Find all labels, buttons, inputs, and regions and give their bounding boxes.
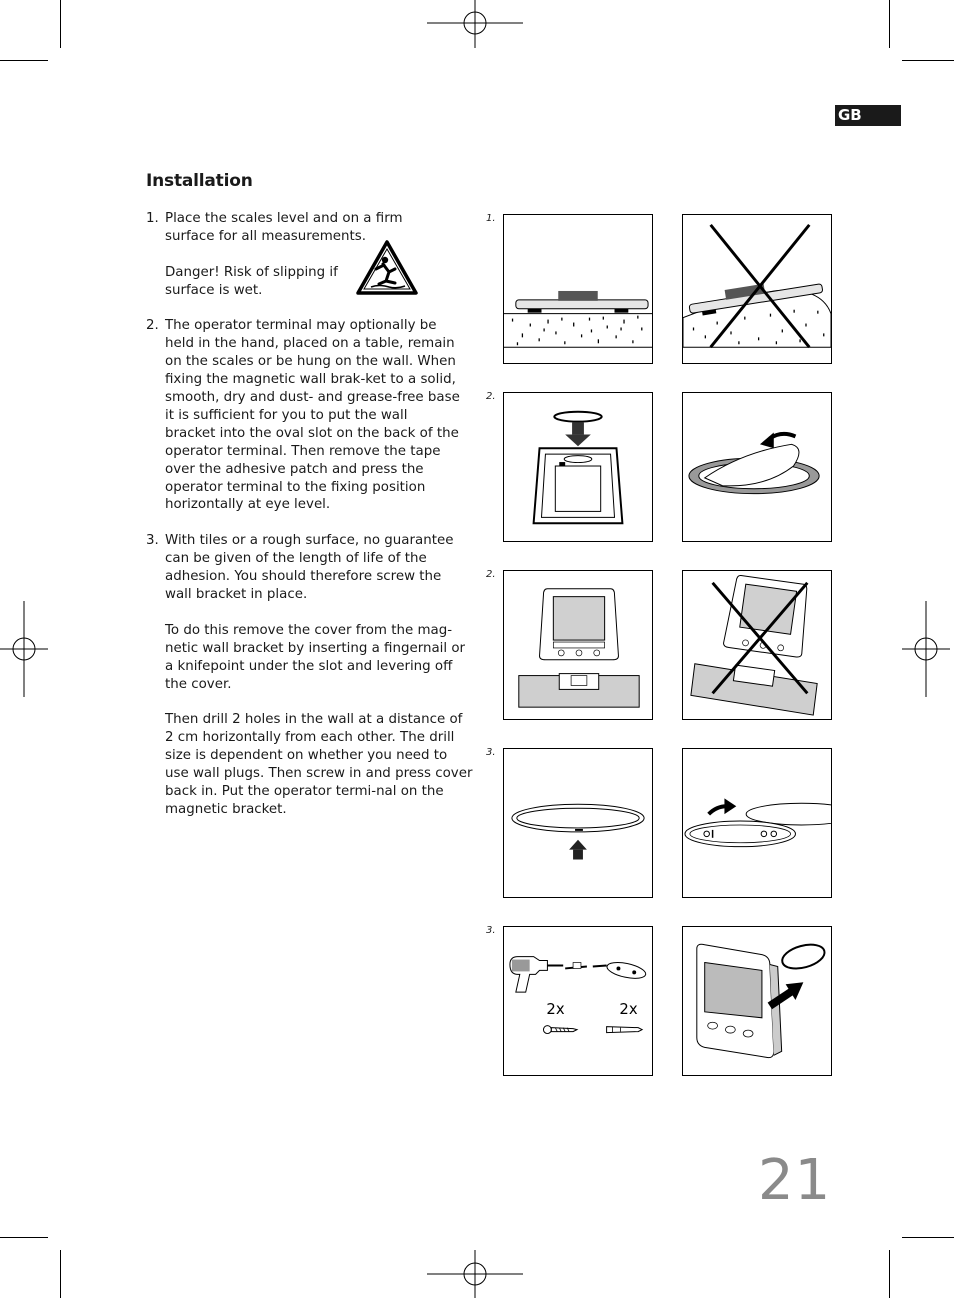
figure-label: 3. [486, 747, 496, 758]
figure-label: 2. [486, 391, 496, 402]
crop-mark [902, 1237, 954, 1238]
crop-mark [60, 0, 61, 48]
figure-remove-adhesive-tape [682, 392, 832, 542]
page-number: 21 [758, 1148, 832, 1213]
figure-press-cover-onto-bracket [503, 748, 653, 898]
instruction-paragraph: With tiles or a rough surface, no guarantee can be given of the length of life of the adhesion. You should therefore screw the wall bracket in place. [165, 533, 454, 602]
figure-scale-on-soft-surface-wrong [682, 214, 832, 364]
warning-block [165, 264, 476, 300]
figure-terminal-on-wall-bracket [503, 570, 653, 720]
figure-bracket-into-terminal-slot [503, 392, 653, 542]
registration-mark-icon [0, 601, 48, 697]
crop-mark [902, 60, 954, 61]
registration-mark-icon [427, 0, 523, 48]
crop-mark [0, 60, 48, 61]
instruction-paragraph: Then drill 2 holes in the wall at a distance of 2 cm horizontally from each other. The drill size is dependent on whether you need to use wall plugs. Then screw in and press cover back in. Put the operator termi-nal on the magnetic bracket. [165, 712, 473, 817]
instruction-item-2 [146, 317, 476, 514]
warning-text: Danger! Risk of slipping if surface is wet. [165, 264, 338, 298]
crop-mark [60, 1250, 61, 1298]
instruction-number: 2. [146, 318, 159, 334]
instruction-item-1 [146, 210, 476, 300]
crop-mark [889, 1250, 890, 1298]
instruction-paragraph: The operator terminal may optionally be held in the hand, placed on a table, remain on the scales or be hung on the wall. When fixing the magnetic wall brak-ket to a solid, smooth, dry and dust- and grease-free base it is sufficient for you to put the wall bracket into the oval slot on the back of the operator terminal. Then remove the tape over the adhesive patch and press the operator terminal to the fixing position horizontally at eye level. [165, 318, 460, 513]
plug-count-label: 2x [619, 1000, 638, 1018]
screw-count-label: 2x [546, 1000, 565, 1018]
language-tab: GB [835, 105, 901, 126]
figure-label: 2. [486, 569, 496, 580]
instruction-number: 3. [146, 533, 159, 549]
registration-mark-icon [902, 601, 950, 697]
instruction-item-3 [146, 532, 476, 818]
crop-mark [0, 1237, 48, 1238]
instruction-paragraph: Place the scales level and on a firm surface for all measurements. [165, 211, 403, 244]
figure-label: 3. [486, 925, 496, 936]
figure-terminal-tilted-wrong [682, 570, 832, 720]
slippery-floor-warning-icon [355, 239, 419, 297]
crop-mark [889, 0, 890, 48]
figure-remove-cover-from-bracket [682, 748, 832, 898]
section-title: Installation [146, 171, 253, 191]
instruction-list [146, 210, 476, 837]
instruction-number: 1. [146, 211, 159, 226]
figure-mounted-terminal [682, 926, 832, 1076]
instruction-paragraph: To do this remove the cover from the mag-netic wall bracket by inserting a fingernail or a knifepoint under the slot and levering off the cover. [165, 622, 466, 692]
figure-drill-and-screws [503, 926, 653, 1076]
figure-label: 1. [486, 213, 496, 224]
figure-scale-on-firm-surface [503, 214, 653, 364]
registration-mark-icon [427, 1250, 523, 1298]
